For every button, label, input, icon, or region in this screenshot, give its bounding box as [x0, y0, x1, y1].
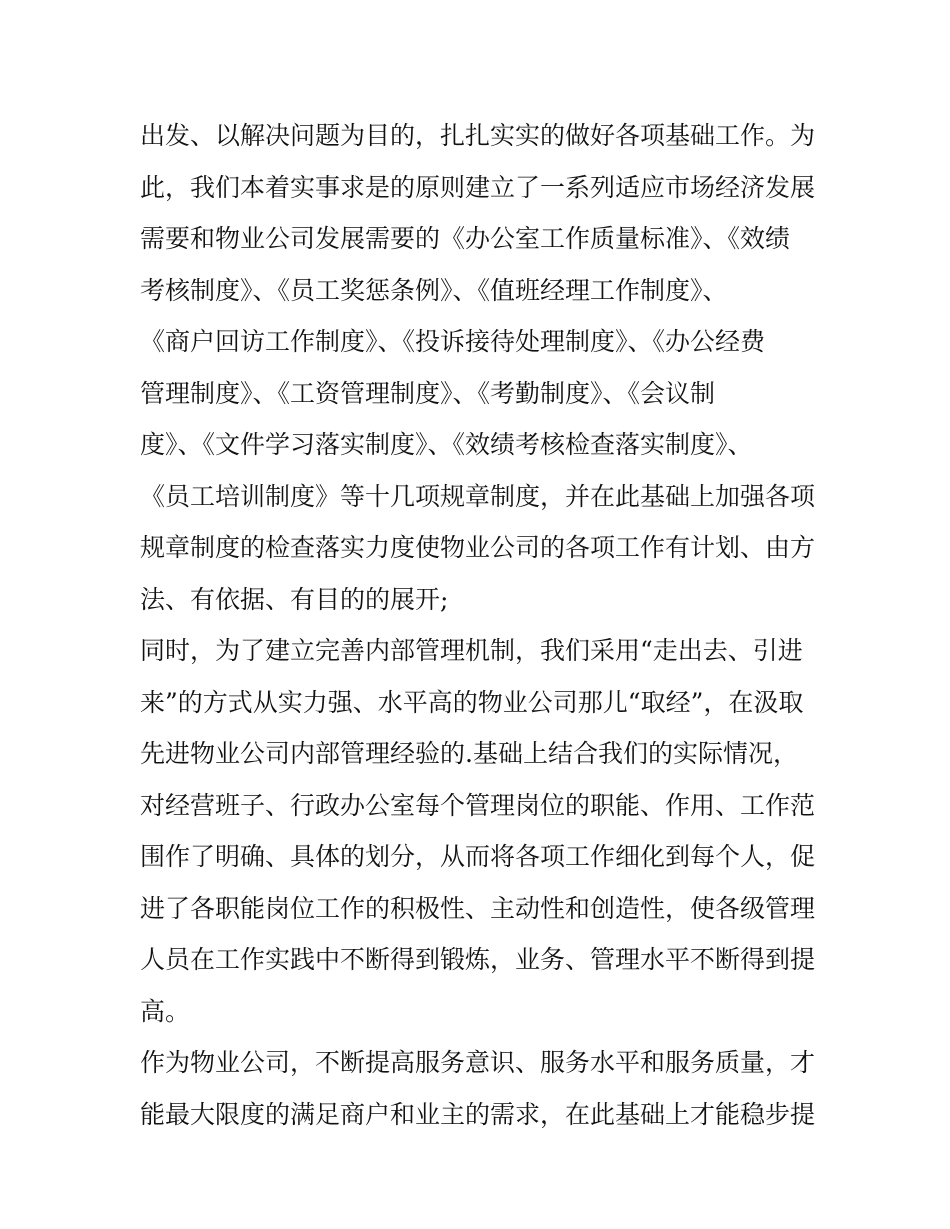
text-line: 考核制度》、《员工奖惩条例》、《值班经理工作制度》、 — [140, 275, 728, 305]
text-line: 度》、《文件学习落实制度》、《效绩考核检查落实制度》、 — [140, 430, 753, 459]
text-line: 规章制度的检查落实力度使物业公司的各项工作有计划、由方 — [140, 533, 816, 562]
text-line: 人员在工作实践中不断得到锻炼，业务、管理水平不断得到提 — [140, 945, 816, 974]
text-line: 同时，为了建立完善内部管理机制，我们采用“走出去、引进 — [140, 636, 803, 665]
text-line: 先进物业公司内部管理经验的.基础上结合我们的实际情况， — [140, 739, 798, 768]
body-text — [140, 110, 820, 1140]
text-line: 作为物业公司，不断提高服务意识、服务水平和服务质量，才 — [140, 1048, 816, 1077]
text-line: 来”的方式从实力强、水平高的物业公司那儿“取经”，在汲取 — [140, 687, 804, 717]
text-line: 法、有依据、有目的的展开; — [140, 584, 449, 614]
text-line: 能最大限度的满足商户和业主的需求，在此基础上才能稳步提 — [140, 1099, 816, 1129]
text-line: 高。 — [140, 996, 191, 1026]
text-line: 《员工培训制度》等十几项规章制度，并在此基础上加强各项 — [140, 481, 816, 511]
text-line: 出发、以解决问题为目的，扎扎实实的做好各项基础工作。为 — [140, 121, 816, 150]
text-line: 管理制度》、《工资管理制度》、《考勤制度》、《会议制 — [140, 378, 716, 408]
text-line: 对经营班子、行政办公室每个管理岗位的职能、作用、工作范 — [140, 790, 816, 820]
text-line: 围作了明确、具体的划分，从而将各项工作细化到每个人，促 — [140, 842, 816, 871]
text-line: 此，我们本着实事求是的原则建立了一系列适应市场经济发展 — [140, 172, 816, 202]
text-line: 需要和物业公司发展需要的《办公室工作质量标准》、《效绩 — [140, 224, 791, 253]
text-line: 《商户回访工作制度》、《投诉接待处理制度》、《办公经费 — [140, 327, 766, 356]
text-line: 进了各职能岗位工作的积极性、主动性和创造性，使各级管理 — [140, 893, 816, 923]
